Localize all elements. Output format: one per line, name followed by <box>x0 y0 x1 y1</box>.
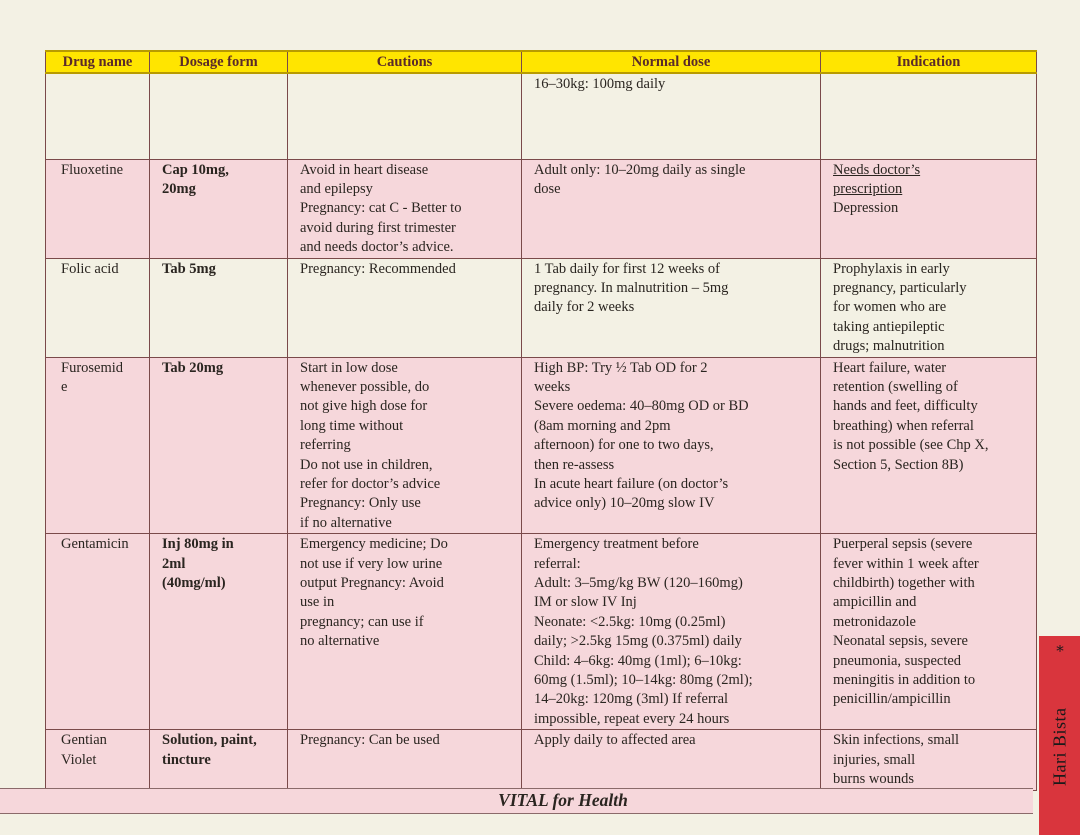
normal-dose-cell <box>522 357 821 534</box>
table-row <box>46 73 1037 159</box>
cell-text-line: if no alternative <box>300 514 392 531</box>
cell-text-line: Skin infections, small <box>833 732 960 749</box>
cell-text-line: Neonate: <2.5kg: 10mg (0.25ml) <box>534 613 726 630</box>
cell-text-line: pregnancy. In malnutrition – 5mg <box>534 279 729 296</box>
indication-cell <box>821 730 1037 790</box>
indication-cell <box>821 534 1037 730</box>
cell-text-line: pregnancy; can use if <box>300 613 424 630</box>
cell-text-line: High BP: Try ½ Tab OD for 2 <box>534 359 708 376</box>
cautions-cell <box>288 534 522 730</box>
cell-text-line: output Pregnancy: Avoid <box>300 575 444 592</box>
table-row <box>46 534 1037 730</box>
header-dosage-form: Dosage form <box>150 51 288 73</box>
cell-text-line: fever within 1 week after <box>833 555 979 572</box>
cell-text-line: Adult only: 10–20mg daily as single <box>534 161 746 178</box>
indication-cell <box>821 159 1037 258</box>
cell-text-line: dose <box>534 180 561 197</box>
cell-text-line: tincture <box>162 751 211 768</box>
table-row <box>46 159 1037 258</box>
cell-text-line: whenever possible, do <box>300 378 430 395</box>
cell-text-line: weeks <box>534 378 571 395</box>
cell-text-line: injuries, small <box>833 751 916 768</box>
dosage-form-cell <box>150 534 288 730</box>
cell-text-line: 20mg <box>162 180 196 197</box>
cell-text-line: Cap 10mg, <box>162 161 229 178</box>
cell-text-line: daily for 2 weeks <box>534 299 635 316</box>
dosage-form-cell <box>150 730 288 790</box>
cell-text-line: Child: 4–6kg: 40mg (1ml); 6–10kg: <box>534 652 742 669</box>
side-tab-star: * <box>1056 642 1064 660</box>
cell-text-line: Furosemid <box>61 359 124 376</box>
cell-text-line: then re-assess <box>534 456 615 473</box>
cautions-cell <box>288 159 522 258</box>
cell-text-line: Tab 20mg <box>162 359 224 376</box>
cell-text-line: afternoon) for one to two days, <box>534 437 714 454</box>
cautions-cell <box>288 73 522 159</box>
cell-text-line: and needs doctor’s advice. <box>300 239 454 256</box>
cell-text-line: Start in low dose <box>300 359 398 376</box>
cell-text-line: no alternative <box>300 633 380 650</box>
drug-table <box>45 50 1037 791</box>
cell-text-line: penicillin/ampicillin <box>833 691 951 708</box>
cell-text-line: daily; >2.5kg 15mg (0.375ml) daily <box>534 633 742 650</box>
cell-text-line: Fluoxetine <box>61 161 124 178</box>
drug-name-cell <box>46 534 150 730</box>
cell-text-line: referring <box>300 437 351 454</box>
cell-text-line: Adult: 3–5mg/kg BW (120–160mg) <box>534 575 743 592</box>
drug-name-cell <box>46 73 150 159</box>
cell-text-line: use in <box>300 594 335 611</box>
drug-name-cell <box>46 730 150 790</box>
cell-text-line: IM or slow IV Inj <box>534 594 637 611</box>
cell-text-line: Apply daily to affected area <box>534 732 696 749</box>
cell-text-line: impossible, repeat every 24 hours <box>534 710 730 727</box>
header-cautions: Cautions <box>288 51 522 73</box>
dosage-form-cell <box>150 258 288 357</box>
cell-text-line: avoid during first trimester <box>300 219 456 236</box>
cell-text-line: 16–30kg: 100mg daily <box>534 76 666 92</box>
cell-text-line: Severe oedema: 40–80mg OD or BD <box>534 398 749 415</box>
cell-text-line: pregnancy, particularly <box>833 279 967 296</box>
cell-text-line: long time without <box>300 417 404 434</box>
indication-cell <box>821 357 1037 534</box>
cautions-cell <box>288 258 522 357</box>
cell-text-line: 14–20kg: 120mg (3ml) If referral <box>534 691 729 708</box>
header-drug-name: Drug name <box>46 51 150 73</box>
cell-text-line: (40mg/ml) <box>162 575 226 592</box>
cell-text-line: and epilepsy <box>300 180 373 197</box>
table-row <box>46 357 1037 534</box>
cell-text-line: Gentamicin <box>61 536 129 553</box>
cell-text-line: Inj 80mg in <box>162 536 234 553</box>
drug-name-cell <box>46 357 150 534</box>
cautions-cell <box>288 730 522 790</box>
cell-text-line: (8am morning and 2pm <box>534 417 671 434</box>
cell-text-line: refer for doctor’s advice <box>300 476 441 492</box>
cell-text-line: Heart failure, water <box>833 359 947 376</box>
cell-text-line: retention (swelling of <box>833 378 958 395</box>
cell-text-line: Depression <box>833 200 899 217</box>
cell-text-line: Needs doctor’s <box>833 161 921 178</box>
cell-text-line: 60mg (1.5ml); 10–14kg: 80mg (2ml); <box>534 672 753 689</box>
cell-text-line: Folic acid <box>61 260 119 277</box>
cell-text-line: Pregnancy: Recommended <box>300 260 456 277</box>
cell-text-line: Section 5, Section 8B) <box>833 456 964 473</box>
cell-text-line: prescription <box>833 180 903 197</box>
cell-text-line: Violet <box>61 751 97 768</box>
cell-text-line: is not possible (see Chp X, <box>833 437 989 454</box>
cell-text-line: 1 Tab daily for first 12 weeks of <box>534 260 720 277</box>
side-tab-author: Hari Bista <box>1049 707 1070 786</box>
table-row <box>46 730 1037 790</box>
indication-cell <box>821 258 1037 357</box>
cell-text-line: Pregnancy: cat C - Better to <box>300 200 462 217</box>
cell-text-line: Emergency medicine; Do <box>300 536 448 553</box>
cell-text-line: advice only) 10–20mg slow IV <box>534 495 715 512</box>
cell-text-line: metronidazole <box>833 613 916 630</box>
cell-text-line: burns wounds <box>833 771 914 788</box>
cell-text-line: Do not use in children, <box>300 456 433 473</box>
cell-text-line: meningitis in addition to <box>833 672 976 689</box>
cell-text-line: pneumonia, suspected <box>833 652 962 669</box>
normal-dose-cell <box>522 73 821 159</box>
cell-text-line: Pregnancy: Only use <box>300 495 421 512</box>
dosage-form-cell <box>150 357 288 534</box>
drug-name-cell <box>46 258 150 357</box>
cell-text-line: Neonatal sepsis, severe <box>833 633 968 650</box>
normal-dose-cell <box>522 258 821 357</box>
cell-text-line: for women who are <box>833 299 947 316</box>
normal-dose-cell <box>522 534 821 730</box>
drug-name-cell <box>46 159 150 258</box>
cell-text-line: breathing) when referral <box>833 417 974 434</box>
cell-text-line: In acute heart failure (on doctor’s <box>534 476 729 492</box>
cell-text-line: 2ml <box>162 555 186 572</box>
cell-text-line: Pregnancy: Can be used <box>300 732 440 749</box>
cell-text-line: e <box>61 378 68 395</box>
cell-text-line: Gentian <box>61 732 107 749</box>
cell-text-line: not use if very low urine <box>300 555 443 572</box>
cell-text-line: referral: <box>534 555 581 572</box>
cell-text-line: Solution, paint, <box>162 732 257 749</box>
cell-text-line: Tab 5mg <box>162 260 216 277</box>
indication-cell <box>821 73 1037 159</box>
normal-dose-cell <box>522 159 821 258</box>
cell-text-line: ampicillin and <box>833 594 917 611</box>
table-header-row <box>46 51 1037 73</box>
footer-title: VITAL for Health <box>498 790 628 810</box>
normal-dose-cell <box>522 730 821 790</box>
cell-text-line: Avoid in heart disease <box>300 161 429 178</box>
cell-text-line: Prophylaxis in early <box>833 260 950 277</box>
dosage-form-cell <box>150 159 288 258</box>
cell-text-line: hands and feet, difficulty <box>833 398 978 415</box>
cell-text-line: drugs; malnutrition <box>833 338 945 355</box>
cell-text-line: Emergency treatment before <box>534 536 699 553</box>
header-indication: Indication <box>821 51 1037 73</box>
cell-text-line: taking antiepileptic <box>833 318 945 335</box>
cell-text-line: childbirth) together with <box>833 575 975 592</box>
cautions-cell <box>288 357 522 534</box>
dosage-form-cell <box>150 73 288 159</box>
cell-text-line: not give high dose for <box>300 398 428 415</box>
table-row <box>46 258 1037 357</box>
header-normal-dose: Normal dose <box>522 51 821 73</box>
cell-text-line: Puerperal sepsis (severe <box>833 536 973 553</box>
